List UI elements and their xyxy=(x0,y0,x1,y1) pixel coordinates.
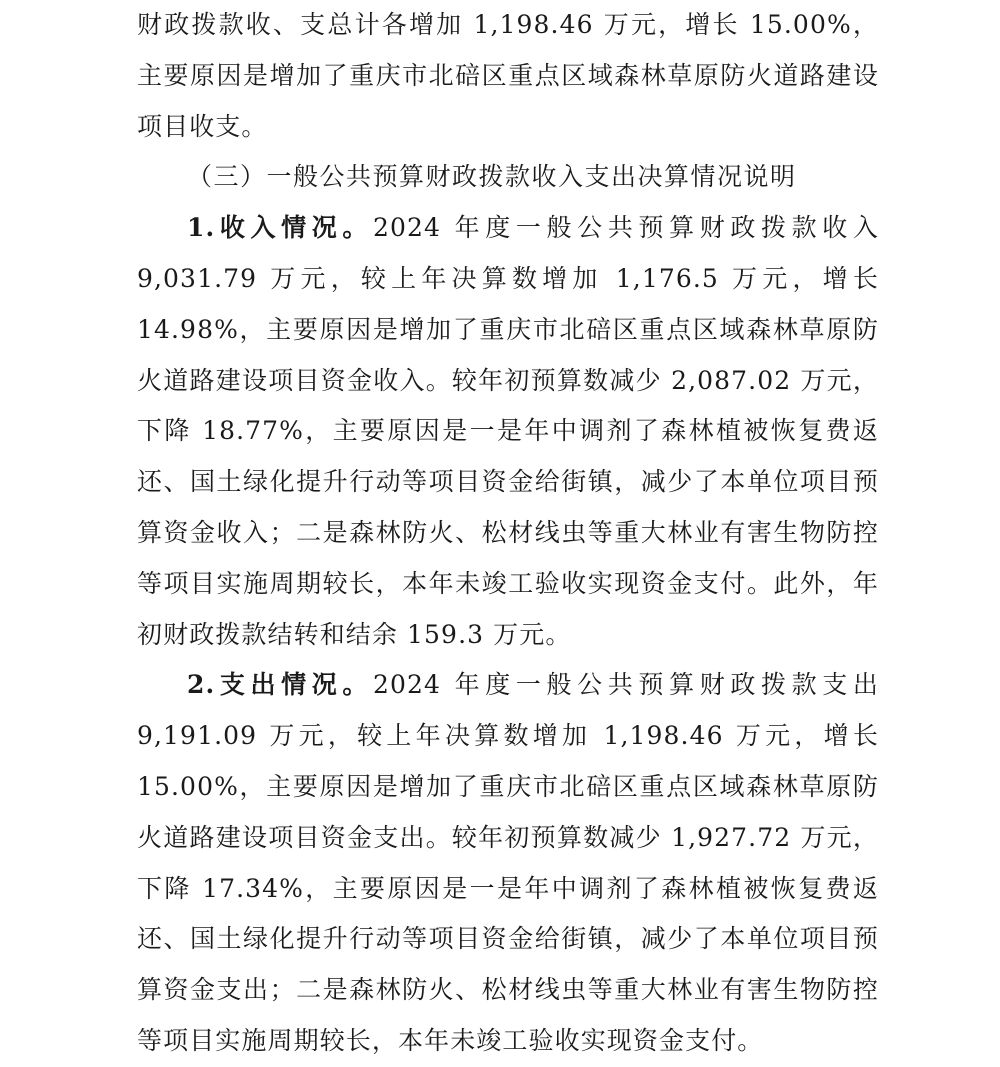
expenditure-body: 2024 年度一般公共预算财政拨款支出 9,191.09 万元，较上年决算数增加 1,198.46 万元，增长 15.00%，主要原因是增加了重庆市北碚区重点区域森林草原防火道路建设项目资金支出。较年初预算数减少 1,927.72 万元，下降 17.34%，主要原因是一是年中调剂了森林植被恢复费返还、国土绿化提升行动等项目资金给街镇，减少了本单位项目预算资金支出；二是森林防火、松材线虫等重大林业有害生物防控等项目实施周期较长，本年未竣工验收实现资金支付。 xyxy=(137,670,879,1055)
income-paragraph xyxy=(137,203,879,660)
document-page xyxy=(137,0,879,1067)
expenditure-lead: 2.支出情况。 xyxy=(187,670,374,700)
section-heading: （三）一般公共预算财政拨款收入支出决算情况说明 xyxy=(187,162,797,192)
continuation-paragraph: 财政拨款收、支总计各增加 1,198.46 万元，增长 15.00%，主要原因是增加了重庆市北碚区重点区域森林草原防火道路建设项目收支。 xyxy=(137,10,879,141)
income-lead: 1.收入情况。 xyxy=(187,213,374,243)
income-body: 2024 年度一般公共预算财政拨款收入 9,031.79 万元，较上年决算数增加 1,176.5 万元，增长 14.98%，主要原因是增加了重庆市北碚区重点区域森林草原防火道路建设项目资金收入。较年初预算数减少 2,087.02 万元，下降 18.77%，主要原因是一是年中调剂了森林植被恢复费返还、国土绿化提升行动等项目资金给街镇，减少了本单位项目预算资金收入；二是森林防火、松材线虫等重大林业有害生物防控等项目实施周期较长，本年未竣工验收实现资金支付。此外，年初财政拨款结转和结余 159.3 万元。 xyxy=(137,213,879,649)
expenditure-paragraph xyxy=(137,660,879,1066)
